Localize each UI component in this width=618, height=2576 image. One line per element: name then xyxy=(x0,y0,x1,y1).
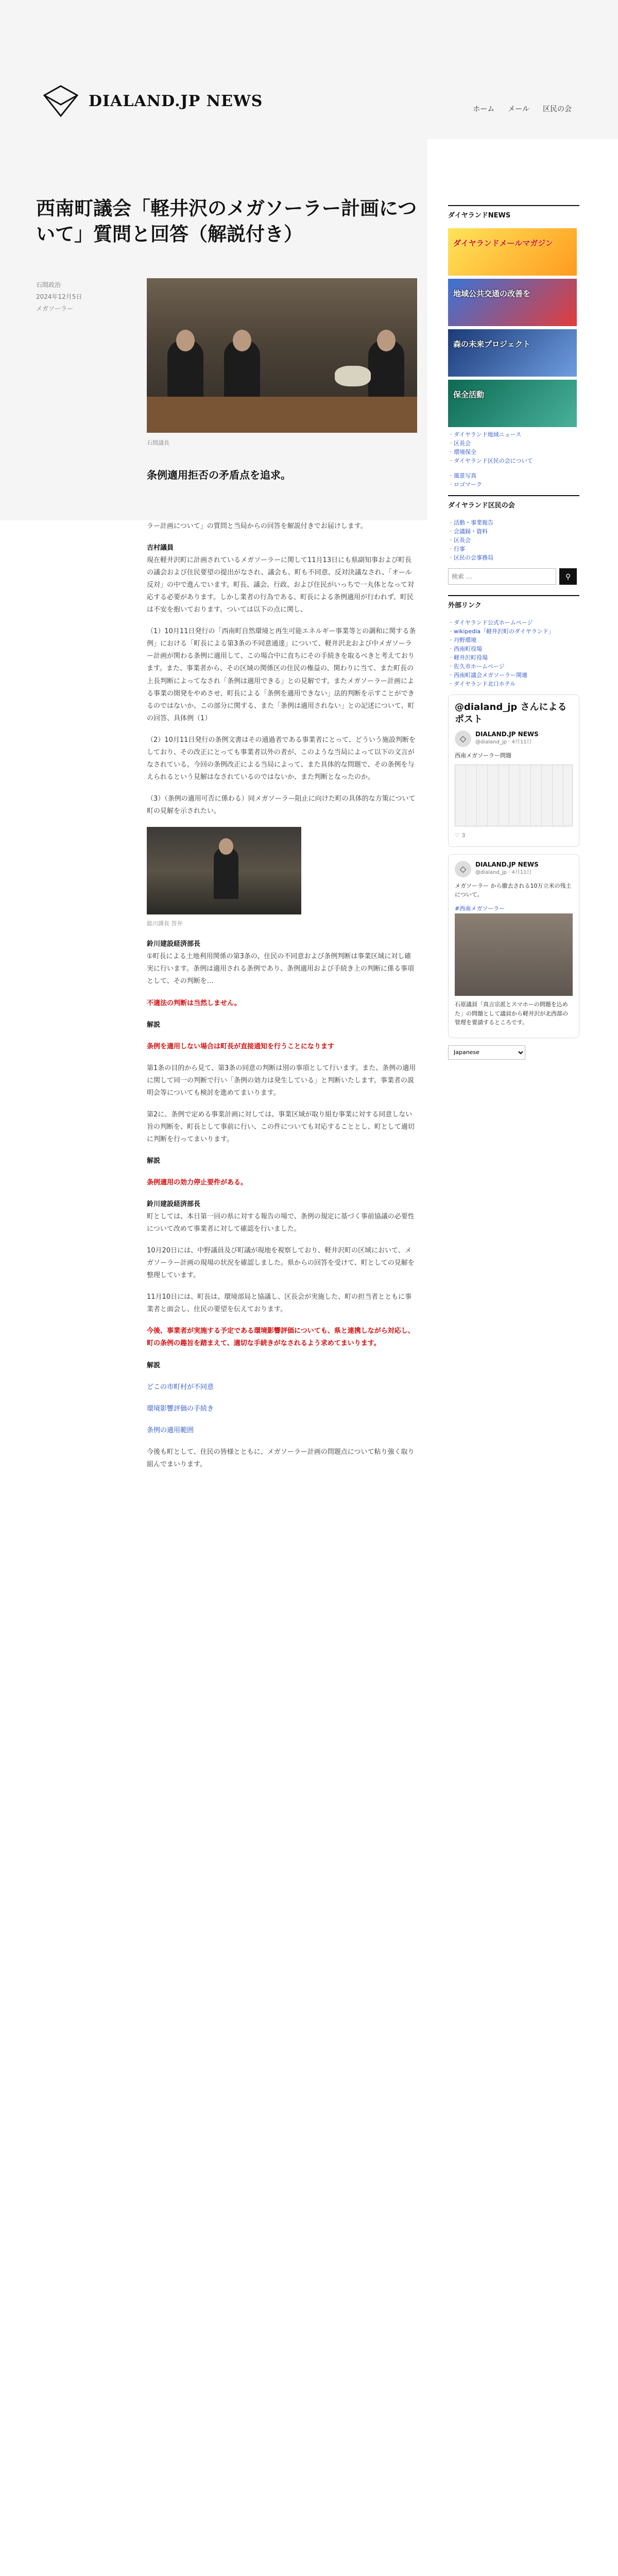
news-links xyxy=(448,430,579,465)
avatar xyxy=(455,861,471,877)
tweet-user-name: DIALAND.JP NEWS xyxy=(475,860,539,868)
section-heading: 解説 xyxy=(147,1157,161,1165)
banner-text: 保全活動 xyxy=(453,389,485,399)
hero-caption: 石間議長 xyxy=(147,439,169,446)
language-select[interactable] xyxy=(448,1045,525,1060)
figure-head xyxy=(219,838,233,855)
answer-text: 町としては、本日第一回の県に対する報告の場で、条例の規定に基づく事前協議の必要性について改めて事業者に対して確認を行いました。 xyxy=(147,1213,415,1233)
nav-association[interactable]: 区民の会 xyxy=(543,105,572,113)
answer-text: 10月20日には、中野議員及び町議が現地を視察しており、軽井沢町の区域において、メガソーラー計画の現場の状況を確認しました。県からの回答を受けて、町としての見解を整理しています。 xyxy=(147,1247,415,1280)
search-input[interactable] xyxy=(448,568,556,585)
news-links-2 xyxy=(448,471,579,489)
section-text: 条例適用の効力停止要件がある。 xyxy=(147,1178,248,1187)
q-item-1: （1）10月11日発行の「西南町自然環境と再生可能エネルギー事業等との調和に関する条例」における「町長による第3条の不同意通達」について、軽井沢北および中メガソーラー計画が関わる条例に適用して、この場合中に直ちにその手続きを取るべきと考えております。また、事業者から、その区域の関係区の住民の権益の、関わりに当て、また町長の上長判断によってなされ「条例は適用できる」との見解です。またメガソーラー計画による事業の開発をやめさせ、町長による「条例を適用できない」法的判断を示すことができるのではないか、この部分に関する、また「条例は適用されない」との記述について、町の回答、具体例（1） xyxy=(147,628,416,722)
external-link[interactable]: ・ wikipedia「軽井沢町のダイヤランド」 xyxy=(448,627,579,636)
external-link[interactable]: ・ 西南町議会メガソーラー関連 xyxy=(448,671,579,680)
banner-forest[interactable] xyxy=(448,329,577,377)
figure-person xyxy=(214,848,238,899)
hero-head xyxy=(233,330,251,351)
news-link[interactable]: ・ 環境保全 xyxy=(448,448,579,456)
news-link[interactable]: ・ ダイヤランド地域ニュース xyxy=(448,430,579,439)
twitter-embed-2 xyxy=(448,854,579,1038)
news-link[interactable]: ・ ダイヤランド区民の会について xyxy=(448,456,579,465)
banner-text: 地域公共交通の改善を xyxy=(453,289,531,298)
external-link[interactable]: ・ ダイヤランド公式ホームページ xyxy=(448,618,579,627)
avatar xyxy=(455,731,471,747)
external-link[interactable]: ・ 軽井沢町役場 xyxy=(448,653,579,662)
tweet-handle: @dialand_jp · 4月11日 xyxy=(475,739,532,745)
section-item[interactable]: 環境影響評価の手続き xyxy=(147,1404,214,1413)
banner-conservation[interactable] xyxy=(448,380,577,427)
hero-image xyxy=(147,278,417,433)
group-link[interactable]: ・ 会議録・資料 xyxy=(448,527,579,536)
tweet-user[interactable] xyxy=(455,861,573,877)
search-button[interactable] xyxy=(559,568,577,585)
like-count[interactable]: ♡ 3 xyxy=(455,832,466,839)
external-link[interactable]: ・ 丹野環境 xyxy=(448,636,579,645)
article-subheading: 条例適用拒否の矛盾点を追求。 xyxy=(147,469,291,481)
red-note: 不適法の判断は当然しません。 xyxy=(147,999,241,1007)
section-item[interactable]: どこの市町村が不同意 xyxy=(147,1383,214,1391)
meta-category[interactable]: メガソーラー xyxy=(36,304,74,312)
search-form xyxy=(448,568,579,585)
answer-text: 第1条の目的から見て、第3条の同意の判断は別の事項として行います。また、条例の適用に関して同一の判断で行い「条例の効力は発生している」と判断いたします。事業者の説明会等についても検討を進めてまいります。 xyxy=(147,1064,416,1097)
twitter-title: @dialand_jp さんによるポスト xyxy=(455,702,567,725)
banner-mailmag[interactable] xyxy=(448,228,577,276)
section-item[interactable]: 条例の適用範囲 xyxy=(147,1426,194,1434)
closing-text: 今後も町として、住民の皆様とともに、メガソーラー計画の問題点について粘り強く取り組んでまいります。 xyxy=(147,1448,415,1468)
figure-caption: 総川課長 答弁 xyxy=(147,920,183,927)
note-heading: 解説 xyxy=(147,1021,161,1029)
nav-mail[interactable]: メール xyxy=(508,105,529,113)
section-heading: 解説 xyxy=(147,1361,161,1369)
figure-image xyxy=(147,827,301,914)
external-link[interactable]: ・ ダイヤランド北口ホテル xyxy=(448,680,579,688)
group-link[interactable]: ・ 活動・事業報告 xyxy=(448,518,579,527)
answer-text: 11月10日には、町長は、環境部局と協議し、区長会が実施した、町の担当者とともに事業者と面会し、住民の要望を伝えております。 xyxy=(147,1293,412,1314)
tweet-actions xyxy=(455,831,573,840)
group-link[interactable]: ・ 区長会 xyxy=(448,536,579,545)
intro-text: ラー計画について」の質問と当局からの回答を解説付きでお届けします。 xyxy=(147,522,367,530)
tweet-handle: @dialand_jp · 4月11日 xyxy=(475,870,532,876)
answer-text: ①町長による土地利用関係の第3条の、住民の不同意および条例判断は事業区域に対し確実に行います。条例は適用される条例であり、条例適用および手続き上の判断に係る事項として、その判断を… xyxy=(147,953,414,986)
diamond-avatar-icon: ◇ xyxy=(459,863,467,874)
meta-author[interactable]: 石間政治 xyxy=(36,281,61,289)
group-links xyxy=(448,518,579,562)
tweet-text: 西南メガソーラー問題 xyxy=(455,752,511,759)
diamond-avatar-icon: ◇ xyxy=(459,733,467,743)
site-title: DIALAND.JP NEWS xyxy=(89,92,263,110)
sidebar xyxy=(448,201,579,1060)
hero-head xyxy=(377,330,396,351)
twitter-embed xyxy=(448,694,579,847)
article-body xyxy=(147,520,417,1480)
external-link[interactable]: ・ 西南町役場 xyxy=(448,645,579,653)
answer-text: 第2に、条例で定める事業計画に対しては、事業区域が取り組む事業に対する同意しない旨の判断を、町長として事前に行い、この件についても対応することとし、町として適切に判断を行ってまいります。 xyxy=(147,1110,415,1143)
tweet-image[interactable] xyxy=(455,765,573,826)
news-link[interactable]: ・ 区長会 xyxy=(448,439,579,448)
answer-label: 鈴川建設経済部長 xyxy=(147,1200,201,1209)
hero-head xyxy=(176,330,195,351)
q-item-2: （2）10月11日発行の条例文書はその通過者である事業者にとって、どういう施設判断をしており、その改正にとっても事業者以外の者が、このような当局によって以下の文言がなされている。今回の条例改正による当局によって、また具体的な問題で、その条例を与えられるという見解はなされているのではないか、また判断となったのか。 xyxy=(147,736,416,781)
meta-date: 2024年12月5日 xyxy=(36,293,82,300)
group-link[interactable]: ・ 区民の会事務局 xyxy=(448,553,579,562)
article-title: 西南町議会「軽井沢のメガソーラー計画について」質問と回答（解説付き） xyxy=(36,197,417,245)
main-nav xyxy=(473,103,572,116)
banner-transport[interactable] xyxy=(448,279,577,326)
news-link[interactable]: ・ ロゴマーク xyxy=(448,480,579,489)
external-links xyxy=(448,618,579,688)
news-link[interactable]: ・ 風景写真 xyxy=(448,471,579,480)
q-label: 吉村議員 xyxy=(147,544,174,552)
article-meta xyxy=(36,279,82,314)
news-heading: ダイヤランドNEWS xyxy=(448,205,579,222)
site-logo[interactable] xyxy=(40,85,263,118)
group-link[interactable]: ・ 行事 xyxy=(448,545,579,553)
external-link[interactable]: ・ 佐久市ホームページ xyxy=(448,662,579,671)
q-text: 現在軽井沢町に計画されているメガソーラーに関して11月13日にも県副知事および町長の議会および住民要望の提出がなされ、議会も、町も不同意、反対決議なされ、「オール反対」の中で進んでいます。町長、議会、行政、および住民がいっちで一丸体となって対応する必要があります。しかし業者の行為である、町長による条例適用が行われず、町民は不安を抱いております。ついては以下の点に関し、 xyxy=(147,556,414,614)
nav-home[interactable]: ホーム xyxy=(473,105,495,113)
answer-label: 鈴川建設経済部長 xyxy=(147,940,201,948)
tweet-user[interactable] xyxy=(455,731,573,747)
banner-text: ダイヤランドメールマガジン xyxy=(453,238,553,248)
banner-text: 森の未来プロジェクト xyxy=(453,339,530,349)
external-links-heading: 外部リンク xyxy=(448,595,579,612)
q-item-3: （3）（条例の適用可否に係わる）同メガソーラー阻止に向けた町の具体的な方策について町の見解を示されたい。 xyxy=(147,794,416,815)
tweet-text: 石原議員「真言宗派とスマホーの問題を込めた」の問題として議員から軽井沢が北西部の管理を要請するところです。 xyxy=(455,1001,568,1026)
site-header xyxy=(0,0,618,139)
red-note: 条例を適用しない場合は町長が直接通知を行うことになります xyxy=(147,1042,335,1050)
search-icon: ⚲ xyxy=(565,572,571,581)
tweet-user-name: DIALAND.JP NEWS xyxy=(475,730,539,738)
tweet-text: メガソーラー から撤去される10万立米の残土について。 xyxy=(455,882,572,899)
diamond-logo-icon xyxy=(40,85,81,118)
hero-desk xyxy=(147,397,417,433)
group-heading: ダイヤランド区民の会 xyxy=(448,495,579,512)
hero-flowers xyxy=(335,366,371,386)
answer-text: 今後、事業者が実施する予定である環境影響評価についても、県と連携しながら対応し、町の条例の趣旨を踏まえて、適切な手続きがなされるよう求めてまいります。 xyxy=(147,1327,415,1348)
tweet-photo[interactable] xyxy=(455,913,573,996)
tweet-hashtag[interactable]: #西南メガソーラー xyxy=(455,905,505,912)
